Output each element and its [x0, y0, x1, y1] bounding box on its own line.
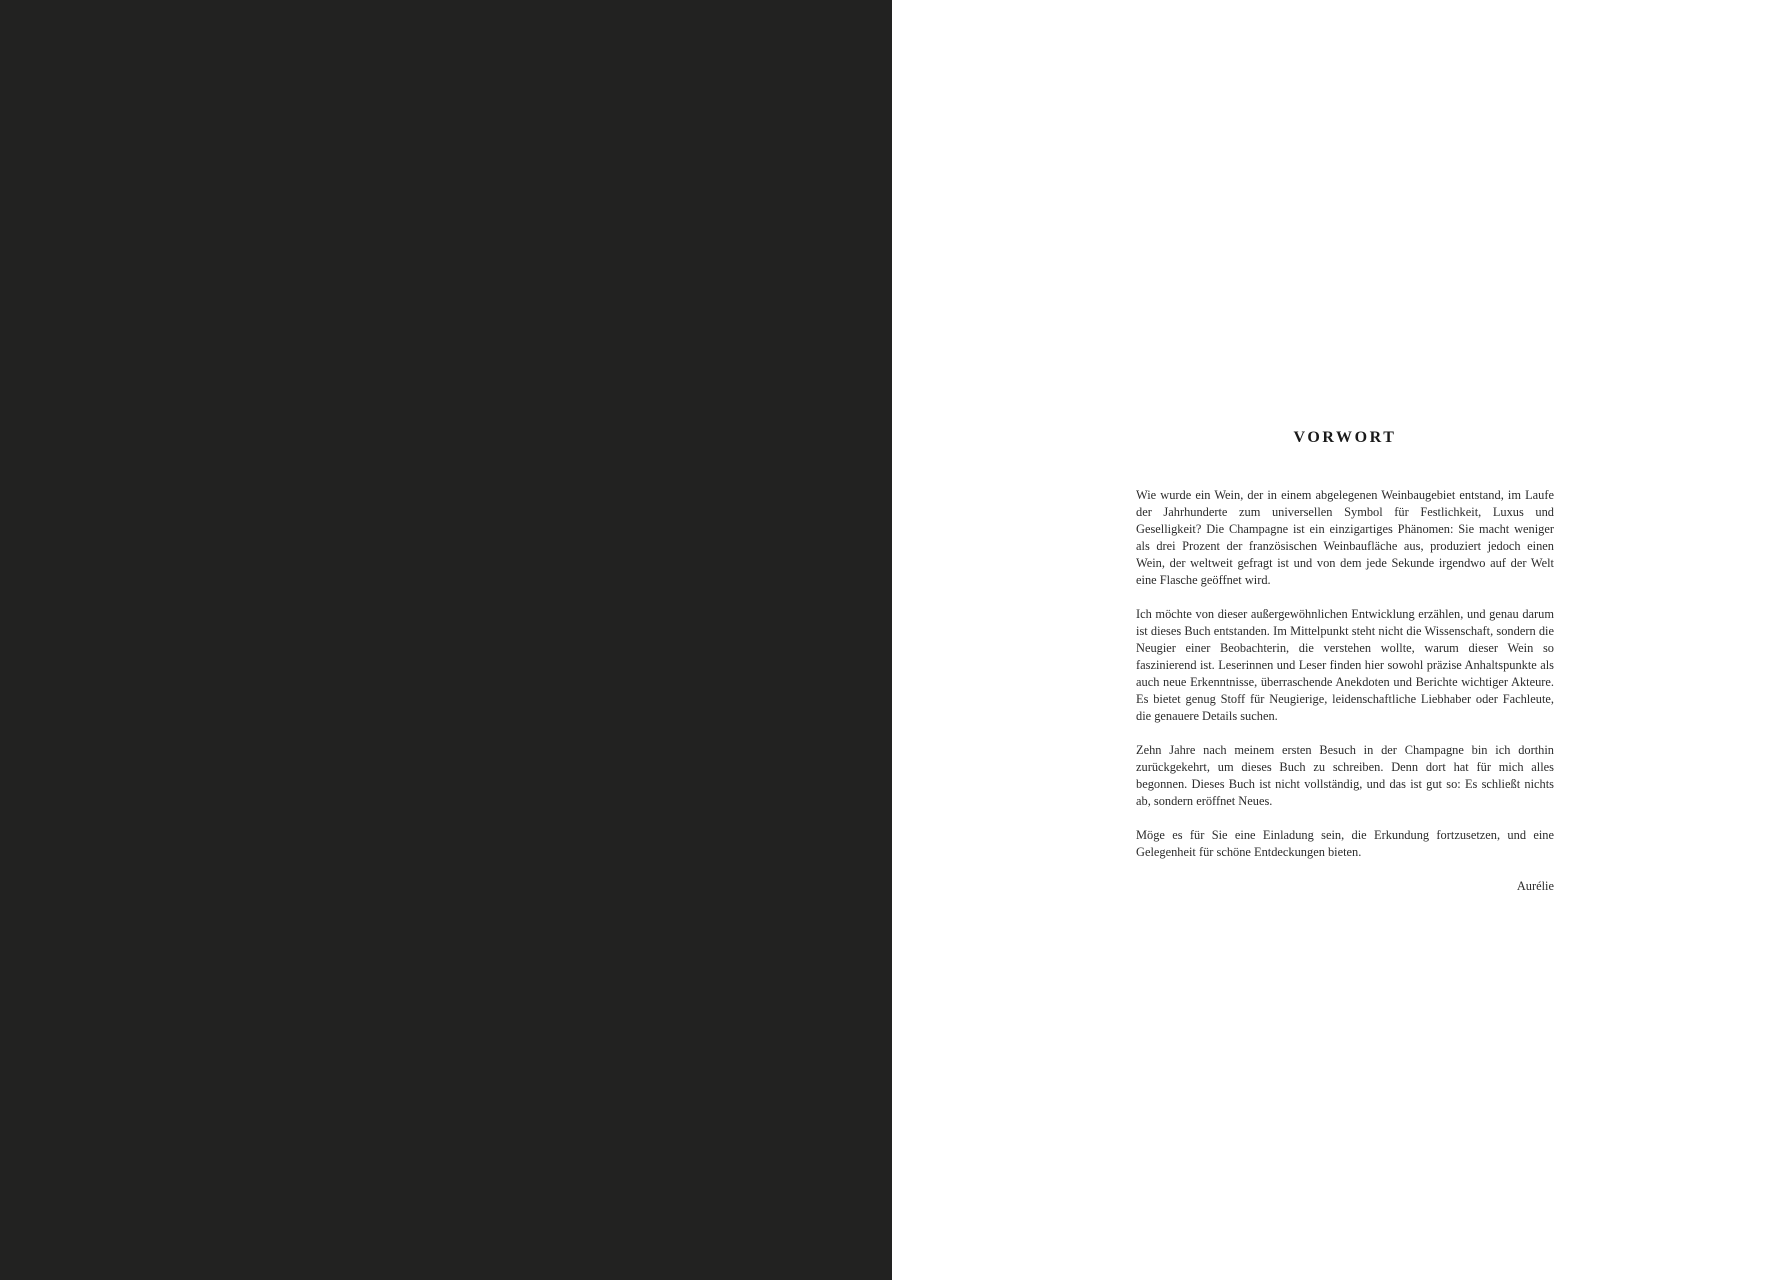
right-page [892, 0, 1783, 1280]
foreword-paragraph-1: Wie wurde ein Wein, der in einem abgelegenen Weinbaugebiet entstand, im Laufe der Jahrhunderte zum universellen Symbol für Festlichkeit, Luxus und Geselligkeit? Die Champagne ist ein einzigartiges Phänomen: Sie macht weniger als drei Prozent der französischen Weinbaufläche aus, produziert jedoch einen Wein, der weltweit gefragt ist und von dem jede Sekunde irgendwo auf der Welt eine Flasche geöffnet wird. [1136, 488, 1554, 587]
author-signature: Aurélie [1516, 879, 1554, 893]
foreword-text-column [1136, 428, 1554, 895]
foreword-paragraph-3: Zehn Jahre nach meinem ersten Besuch in der Champagne bin ich dorthin zurückgekehrt, um dieses Buch zu schreiben. Denn dort hat für mich alles begonnen. Dieses Buch ist nicht vollständig, und das ist gut so: Es schließt nichts ab, sondern eröffnet Neues. [1136, 743, 1554, 808]
foreword-paragraph-2: Ich möchte von dieser außergewöhnlichen Entwicklung erzählen, und genau darum ist dieses Buch entstanden. Im Mittelpunkt steht nicht die Wissenschaft, sondern die Neugier einer Beobachterin, die verstehen wollte, warum dieser Wein so faszinierend ist. Leserinnen und Leser finden hier sowohl präzise Anhaltspunkte als auch neue Erkenntnisse, überraschende Anekdoten und Berichte wichtiger Akteure. Es bietet genug Stoff für Neugierige, leidenschaftliche Liebhaber oder Fachleute, die genauere Details suchen. [1136, 607, 1554, 723]
foreword-paragraph-4: Möge es für Sie eine Einladung sein, die Erkundung fortzusetzen, und eine Gelegenheit für schöne Entdeckungen bieten. [1136, 828, 1554, 859]
foreword-heading: VORWORT [1293, 429, 1397, 446]
